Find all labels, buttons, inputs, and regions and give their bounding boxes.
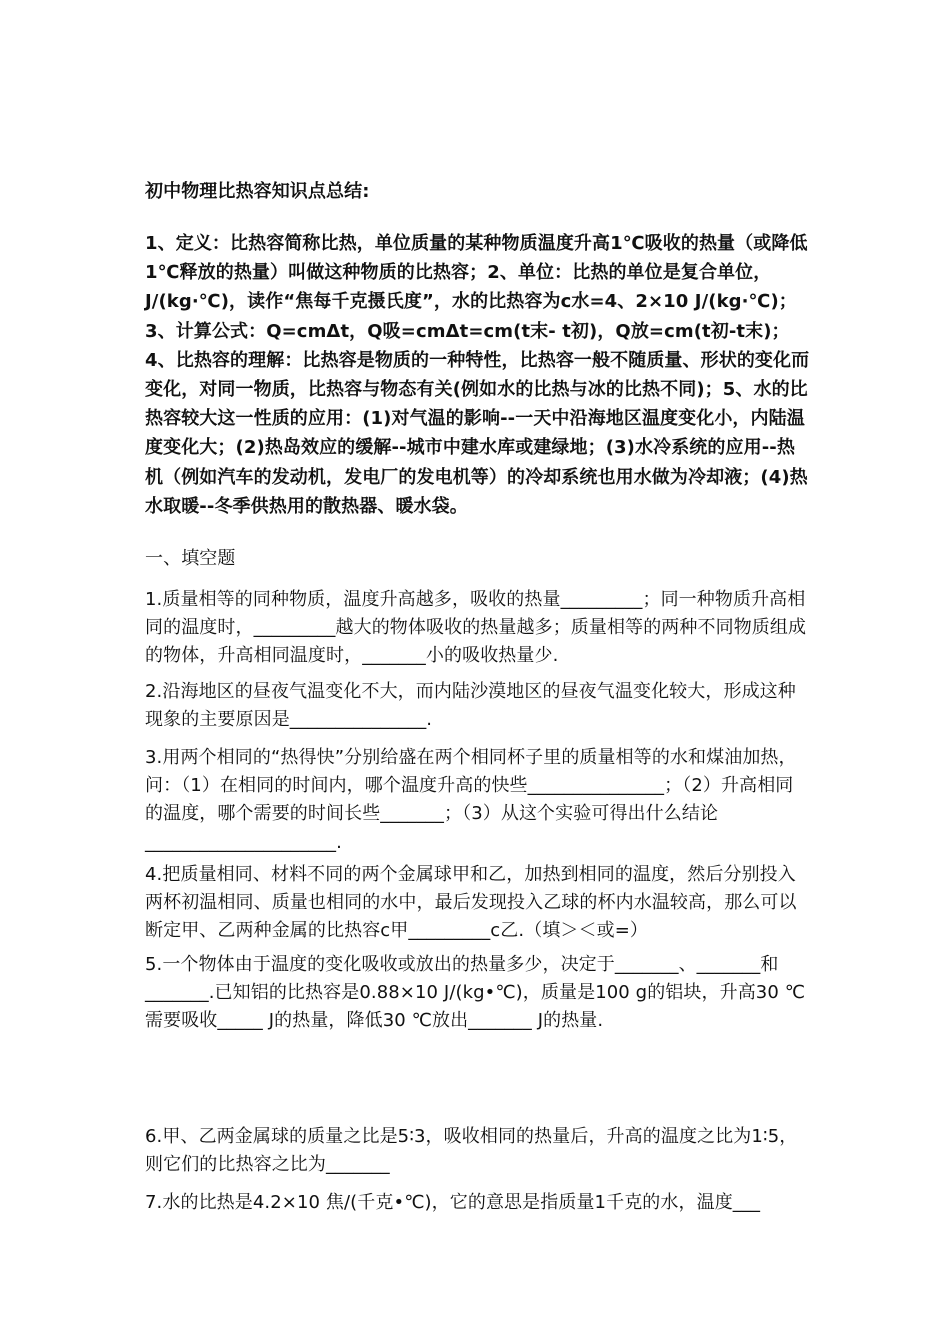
question-4: 4.把质量相同、材料不同的两个金属球甲和乙，加热到相同的温度，然后分别投入两杯初温相同、质量也相同的水中，最后发现投入乙球的杯内水温较高，那么可以断定甲、乙两种金属的比热容c甲_________c乙.（填＞＜或=） — [145, 864, 797, 942]
document-title: 初中物理比热容知识点总结: — [145, 181, 370, 202]
question-3: 3.用两个相同的“热得快”分别给盛在两个相同杯子里的质量相等的水和煤油加热，问：（1）在相同的时间内，哪个温度升高的快些_______________；（2）升高相同的温度，哪个需要的时间长些_______；（3）从这个实验可得出什么结论_____________________. — [145, 747, 797, 853]
question-5: 5.一个物体由于温度的变化吸收或放出的热量多少，决定于_______、_______和_______.已知铝的比热容是0.88×10 J/(kg•℃)，质量是100 g的铝块，升高30 ℃需要吸收_____ J的热量，降低30 ℃放出_______ J的热量. — [145, 954, 806, 1032]
question-1: 1.质量相等的同种物质，温度升高越多，吸收的热量_________；同一种物质升高相同的温度时，_________越大的物体吸收的热量越多；质量相等的两种不同物质组成的物体，升高相同温度时，_______小的吸收热量少. — [145, 589, 807, 667]
question-2: 2.沿海地区的昼夜气温变化不大，而内陆沙漠地区的昼夜气温变化较大，形成这种现象的主要原因是_______________. — [145, 681, 796, 731]
question-6: 6.甲、乙两金属球的质量之比是5∶3，吸收相同的热量后，升高的温度之比为1∶5，则它们的比热容之比为_______ — [145, 1126, 798, 1176]
knowledge-summary-paragraph: 1、定义：比热容简称比热，单位质量的某种物质温度升高1℃吸收的热量（或降低1℃释放的热量）叫做这种物质的比热容；2、单位：比热的单位是复合单位，J/(kg·℃)，读作“焦每千克摄氏度”，水的比热容为c水=4、2×10 J/(kg·℃)；3、计算公式：Q=cmΔt，Q吸=cmΔt=cm(t末- t初)，Q放=cm(t初-t末)；4、比热容的理解：比热容是物质的一种特性，比热容一般不随质量、形状的变化而变化，对同一物质，比热容与物态有关(例如水的比热与冰的比热不同)；5、水的比热容较大这一性质的应用：(1)对气温的影响--一天中沿海地区温度变化小，内陆温度变化大；(2)热岛效应的缓解--城市中建水库或建绿地；(3)水冷系统的应用--热机（例如汽车的发动机，发电厂的发电机等）的冷却系统也用水做为冷却液；(4)热水取暖--冬季供热用的散热器、暖水袋。 — [145, 233, 810, 517]
section-heading-fill-in-blank: 一、填空题 — [145, 548, 236, 569]
question-7: 7.水的比热是4.2×10 焦/(千克•℃)，它的意思是指质量1千克的水，温度___ — [145, 1192, 761, 1213]
